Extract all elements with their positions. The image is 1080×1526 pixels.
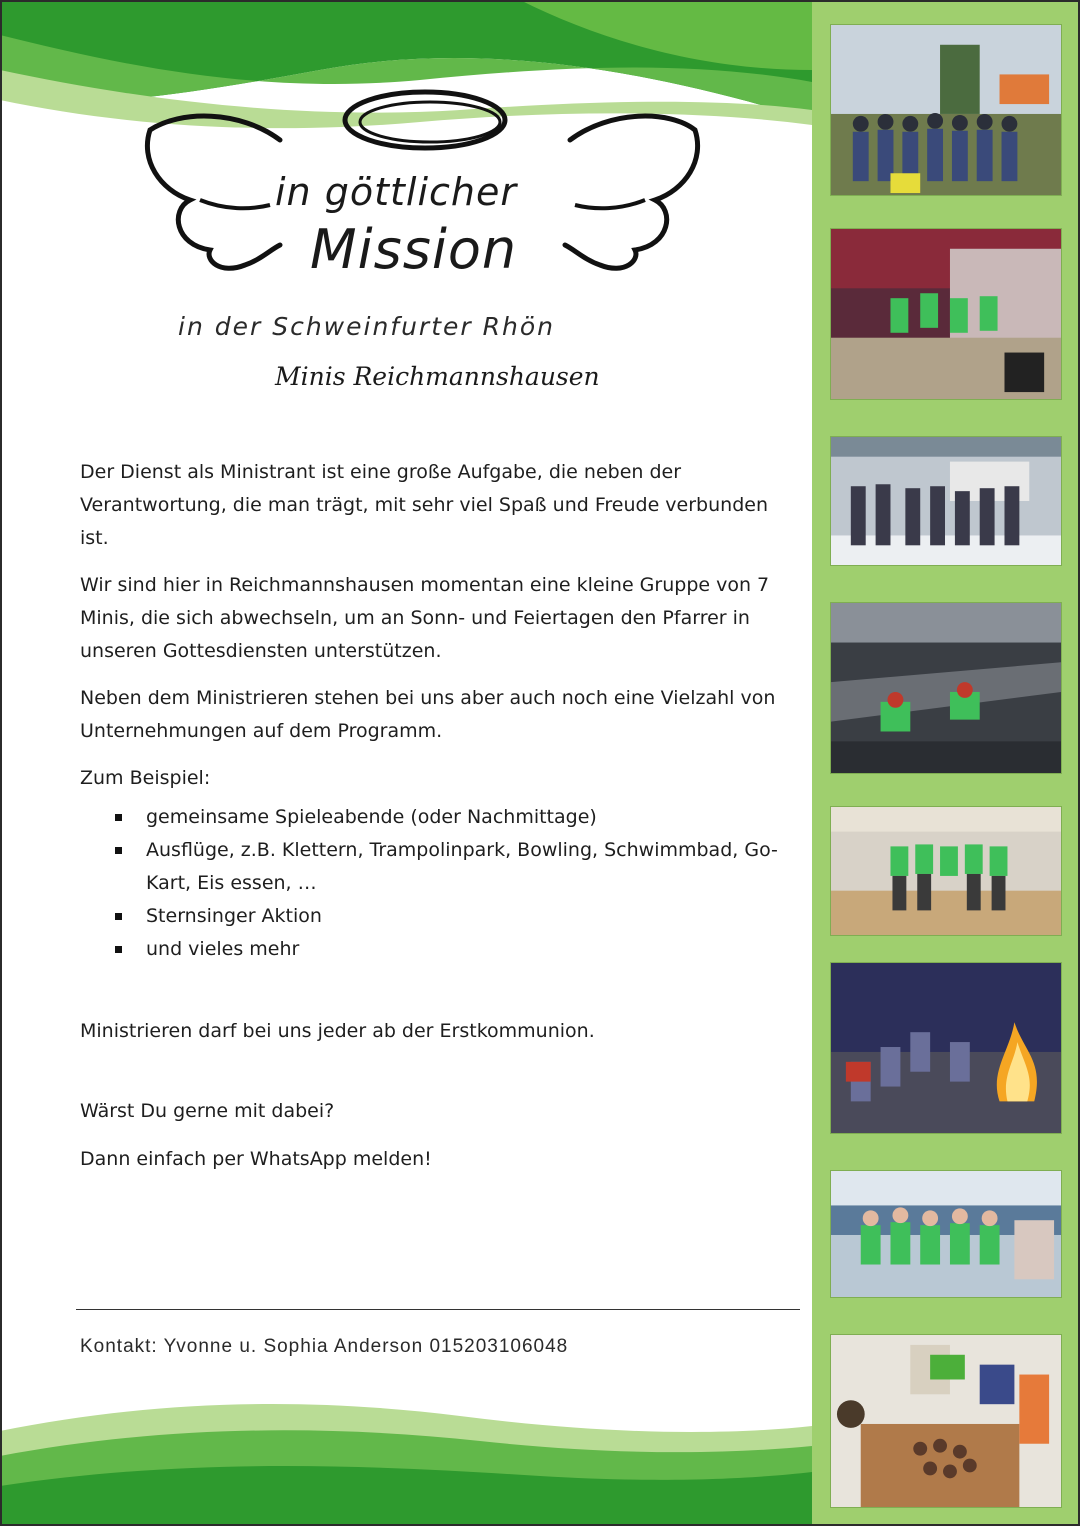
swimming-pool-group-photo: [830, 1170, 1062, 1298]
activities-paragraph: Neben dem Ministrieren stehen bei uns aber auch noch eine Vielzahl von Unternehmungen auf dem Programm.: [80, 687, 776, 742]
group-paragraph: Wir sind hier in Reichmannshausen momentan eine kleine Gruppe von 7 Minis, die sich abwechseln, um an Sonn- und Feiertagen den Pfarrer in unseren Gottesdiensten unterstützen.: [80, 574, 770, 662]
ice-rink-photo: [830, 436, 1062, 566]
intro-paragraph: Der Dienst als Ministrant ist eine große Aufgabe, die neben der Verantwortung, die man trägt, mit sehr viel Spaß und Freude verbunden ist.: [80, 461, 768, 549]
contact-info: Kontakt: Yvonne u. Sophia Anderson 015203106048: [80, 1336, 569, 1357]
example-intro: Zum Beispiel:: [80, 767, 211, 789]
baking-photo: [830, 1334, 1062, 1508]
activity-list: [80, 801, 780, 966]
go-kart-photo: [830, 602, 1062, 774]
group-outing-photo: [830, 24, 1062, 196]
campfire-photo: [830, 962, 1062, 1134]
bowling-photo: [830, 228, 1062, 400]
main-content: [80, 456, 780, 966]
list-item: Ausflüge, z.B. Klettern, Trampolinpark, Bowling, Schwimmbad, Go-Kart, Eis essen, …: [115, 834, 780, 900]
call-to-action-text: Dann einfach per WhatsApp melden!: [80, 1148, 432, 1170]
eligibility-text: Ministrieren darf bei uns jeder ab der Erstkommunion.: [80, 1020, 595, 1042]
gym-group-photo: [830, 806, 1062, 936]
contact-divider: [76, 1309, 800, 1310]
list-item: und vieles mehr: [115, 933, 780, 966]
list-item: Sternsinger Aktion: [115, 900, 780, 933]
group-name: Minis Reichmannshausen: [275, 362, 600, 391]
logo-line-1: in göttlicher: [275, 170, 517, 214]
question-text: Wärst Du gerne mit dabei?: [80, 1100, 335, 1122]
region-subtitle: in der Schweinfurter Rhön: [178, 312, 555, 341]
bottom-wave-decoration: [0, 1396, 812, 1526]
logo-line-2: Mission: [310, 218, 518, 281]
list-item: gemeinsame Spieleabende (oder Nachmittage): [115, 801, 780, 834]
photo-column: [812, 0, 1080, 1526]
